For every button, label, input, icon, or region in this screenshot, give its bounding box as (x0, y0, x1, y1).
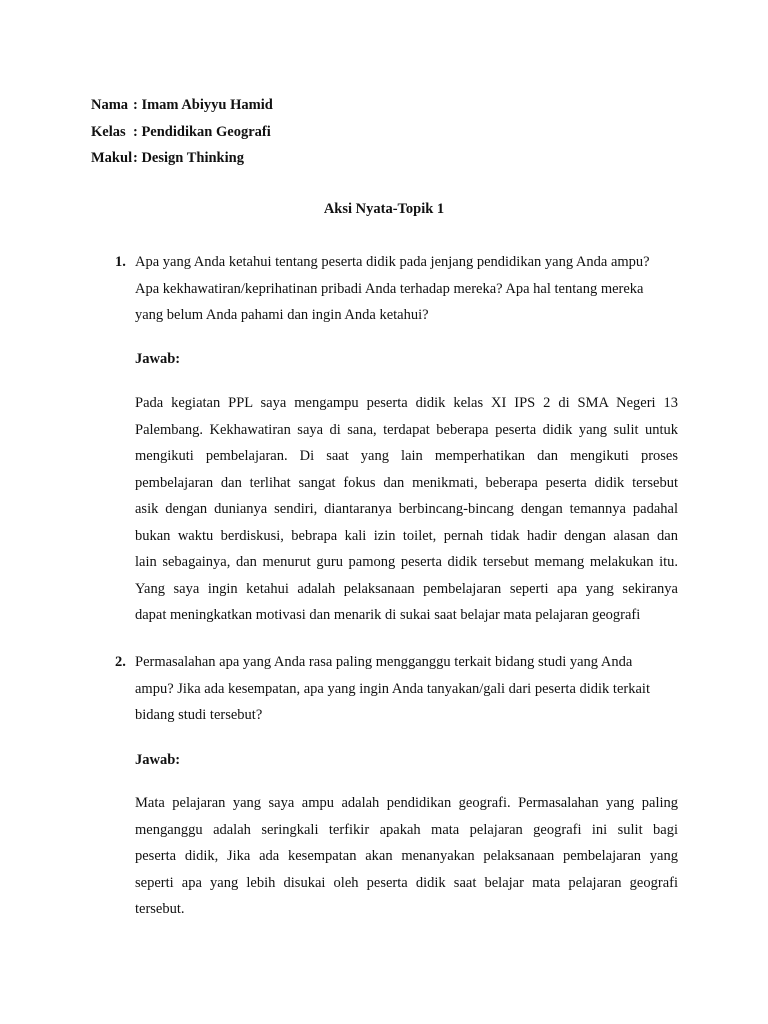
answer-line: bukan waktu berdiskusi, bebrapa kali izin toilet, pernah tidak hadir dengan alasan dan (135, 527, 678, 544)
answer-1-label: Jawab: (135, 351, 181, 367)
question-1-text (135, 249, 678, 329)
answer-line: lain sebagainya, dan menurut guru pamong peserta didik tersebut memang melakukan itu. (135, 554, 678, 570)
question-2-number: 2. (115, 654, 126, 670)
answer-line: pembelajaran dan terlihat sangat fokus dan menikmati, beberapa peserta didik tersebut (135, 474, 678, 491)
answer-1-text (135, 390, 678, 629)
question-line: yang belum Anda pahami dan ingin Anda ketahui? (135, 307, 429, 323)
answer-line: Yang saya ingin ketahui adalah pelaksanaan pembelajaran seperti apa yang sekiranya (135, 580, 678, 597)
question-1-number: 1. (115, 254, 126, 270)
makul-value: : Design Thinking (133, 150, 244, 166)
makul-row (91, 145, 273, 172)
question-line: Apa kekhawatiran/keprihatinan pribadi Anda terhadap mereka? Apa hal tentang mereka (135, 280, 644, 297)
answer-line: Mata pelajaran yang saya ampu adalah pendidikan geografi. Permasalahan yang paling (135, 795, 678, 811)
kelas-row (91, 119, 273, 146)
kelas-value: : Pendidikan Geografi (133, 123, 271, 140)
question-line: Permasalahan apa yang Anda rasa paling mengganggu terkait bidang studi yang Anda (135, 654, 633, 670)
question-2-text (135, 649, 678, 729)
question-line: Apa yang Anda ketahui tentang peserta didik pada jenjang pendidikan yang Anda ampu? (135, 254, 650, 270)
answer-line: tersebut. (135, 901, 185, 917)
nama-value: : Imam Abiyyu Hamid (133, 97, 273, 113)
document-title: Aksi Nyata-Topik 1 (323, 201, 445, 217)
answer-line: Pada kegiatan PPL saya mengampu peserta didik kelas XI IPS 2 di SMA Negeri 13 (135, 395, 678, 411)
answer-line: menganggu adalah seringkali terfikir apakah mata pelajaran geografi ini sulit bagi (135, 821, 678, 838)
nama-label: Nama (91, 97, 129, 113)
answer-2-label: Jawab: (135, 752, 181, 768)
answer-2-text (135, 790, 678, 923)
student-info (91, 92, 273, 172)
makul-label: Makul (91, 150, 133, 166)
answer-line: mengikuti pembelajaran. Di saat yang lain memperhatikan dan mengikuti proses (135, 448, 678, 464)
answer-line: peserta didik, Jika ada kesempatan akan menanyakan pelaksanaan pembelajaran yang (135, 848, 678, 864)
answer-line: dapat meningkatkan motivasi dan menarik di sukai saat belajar mata pelajaran geografi (135, 607, 641, 623)
answer-line: seperti apa yang lebih disukai oleh peserta didik saat belajar mata pelajaran geografi (135, 874, 678, 891)
kelas-label: Kelas (91, 123, 126, 140)
question-line: bidang studi tersebut? (135, 707, 263, 723)
question-line: ampu? Jika ada kesempatan, apa yang ingin Anda tanyakan/gali dari peserta didik terkait (135, 680, 650, 697)
nama-row (91, 92, 273, 119)
answer-line: asik dengan dunianya sendiri, diantaranya berbincang-bincang dengan temannya padahal (135, 501, 678, 517)
answer-line: Palembang. Kekhawatiran saya di sana, terdapat beberapa peserta didik yang sulit untuk (135, 421, 678, 438)
